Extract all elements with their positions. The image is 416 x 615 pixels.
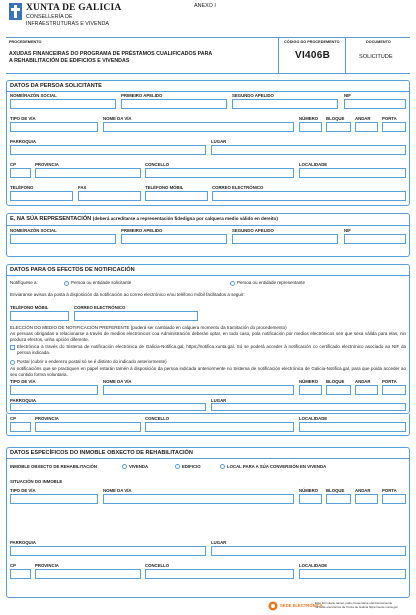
electronic-option-label: Electrónica a través do Sistema de notificación electrónica de Galicia-Notifica.gal, https://notifica.xunta.gal. Só se poderá acceder á notificación co certificado electrónico asociado ao NIF da persoa indicada.	[17, 344, 406, 355]
postal-option-label: Postal (cubrir o enderezo postal só se é distinto do indicado anteriormente)	[17, 359, 167, 364]
procedure-code-label: CÓDIGO DO PROCEDEMENTO	[284, 40, 340, 44]
applicant-province-input[interactable]	[35, 168, 141, 178]
notify-postcode-label: CP	[10, 416, 16, 421]
applicant-nif-label: NIF	[344, 93, 351, 98]
notify-block-label: BLOQUE	[326, 379, 345, 384]
notify-parish-label-visible: PARROQUIA	[10, 398, 36, 403]
applicant-mobile-input[interactable]	[145, 191, 208, 201]
applicant-number-input[interactable]	[299, 122, 322, 132]
notify-street-name-label: NOME DA VÍA	[103, 379, 132, 384]
applicant-locality-label: LOCALIDADE	[299, 162, 328, 167]
notify-street-type-input[interactable]	[10, 385, 98, 395]
applicant-email-input[interactable]	[212, 191, 406, 201]
property-door-input[interactable]	[382, 494, 406, 504]
property-object-label: INMOBLE OBXECTO DE REHABILITACIÓN	[10, 464, 97, 469]
applicant-locality-input[interactable]	[299, 168, 406, 178]
notify-email-input[interactable]	[74, 311, 198, 321]
property-street-name-label: NOME DA VÍA	[103, 488, 132, 493]
applicant-phone-label: TELÉFONO	[10, 185, 34, 190]
representative-surname1-label: PRIMEIRO APELIDO	[121, 228, 163, 233]
applicant-place-input[interactable]	[211, 145, 406, 155]
property-premises-label: LOCAL PARA A SÚA CONVERSIÓN EN VIVENDA	[227, 464, 327, 469]
representative-name-input[interactable]	[10, 234, 116, 244]
notify-street-name-input[interactable]	[103, 385, 294, 395]
property-premises-radio[interactable]	[220, 464, 225, 469]
applicant-street-type-input[interactable]	[10, 122, 98, 132]
procedure-divider-1	[278, 37, 279, 74]
property-street-type-input[interactable]	[10, 494, 98, 504]
notify-locality-label: LOCALIDADE	[299, 416, 328, 421]
brand-name: XUNTA DE GALICIA	[26, 3, 122, 13]
applicant-street-name-label: NOME DA VÍA	[103, 116, 132, 121]
applicant-fax-input[interactable]	[78, 191, 141, 201]
applicant-door-input[interactable]	[382, 122, 406, 132]
procedure-label: PROCEDEMENTO	[9, 40, 42, 44]
property-province-label: PROVINCIA	[35, 563, 59, 568]
applicant-name-input[interactable]	[10, 99, 116, 109]
notify-floor-input[interactable]	[355, 385, 378, 395]
applicant-surname2-label: SEGUNDO APELIDO	[232, 93, 274, 98]
representative-surname1-input[interactable]	[121, 234, 227, 244]
sede-label: SEDE ELECTRÓNICA	[280, 603, 323, 608]
property-number-label: NÚMERO	[299, 488, 319, 493]
sede-logo	[268, 601, 278, 612]
notify-mobile-input[interactable]	[10, 311, 69, 321]
sede-electronica-icon	[268, 601, 278, 611]
representative-surname2-input[interactable]	[232, 234, 338, 244]
document-label: DOCUMENTO	[366, 40, 391, 44]
notify-postcode-input[interactable]	[10, 422, 31, 432]
procedure-divider-2	[345, 37, 346, 74]
postal-option-radio[interactable]	[10, 360, 15, 365]
procedure-text-1: AXUDAS FINANCEIRAS DO PROGRAMA DE PRÉSTAMOS CUALIFICADOS PARA	[9, 51, 213, 57]
applicant-parish-label: PARROQUIA	[10, 139, 36, 144]
property-street-name-input[interactable]	[103, 494, 294, 504]
property-block-label: BLOQUE	[326, 488, 345, 493]
property-postcode-input[interactable]	[10, 569, 31, 579]
property-council-label: CONCELLO	[145, 563, 170, 568]
applicant-postcode-label: CP	[10, 162, 16, 167]
representative-name-label: NOME/RAZÓN SOCIAL	[10, 228, 57, 233]
applicant-door-label: PORTA	[382, 116, 397, 121]
property-parish-input[interactable]	[10, 546, 206, 556]
applicant-block-label: BLOQUE	[326, 116, 345, 121]
applicant-surname2-input[interactable]	[232, 99, 338, 109]
property-door-label: PORTA	[382, 488, 397, 493]
representative-title-text: E, NA SÚA REPRESENTACIÓN	[10, 216, 92, 222]
notify-number-label: NÚMERO	[299, 379, 319, 384]
brand-department-1: CONSELLERÍA DE	[26, 14, 73, 20]
property-locality-input[interactable]	[299, 569, 406, 579]
applicant-surname1-input[interactable]	[121, 99, 227, 109]
property-location-label: SITUACIÓN DO INMOBLE	[10, 479, 63, 484]
applicant-street-name-input[interactable]	[103, 122, 294, 132]
xunta-logo	[9, 3, 22, 20]
applicant-email-label: CORREO ELECTRÓNICO	[212, 185, 264, 190]
representative-title-note: (deberá acreditarse a representación fidedigna por calquera medio válido en dereito)	[92, 216, 278, 221]
annex-label: ANEXO I	[194, 3, 216, 9]
notify-floor-label: ANDAR	[355, 379, 371, 384]
notify-applicant-label: Persoa ou entidade solicitante	[71, 280, 132, 285]
property-floor-input[interactable]	[355, 494, 378, 504]
procedure-text-2: A REHABILITACIÓN DE EDIFICIOS E VIVENDAS	[9, 58, 130, 64]
notify-representative-label: Persoa ou entidade representante	[237, 280, 306, 285]
property-section-title: DATOS ESPECÍFICOS DO INMOBLE OBXECTO DE REHABILITACIÓN	[10, 450, 193, 456]
applicant-place-label: LUGAR	[211, 139, 227, 144]
document-value: SOLICITUDE	[359, 54, 393, 60]
applicant-floor-label: ANDAR	[355, 116, 371, 121]
notify-place-label-visible: LUGAR	[211, 398, 227, 403]
property-house-label: VIVENDA	[129, 464, 149, 469]
notify-choice-title: ELECCIÓN DO MEDIO DE NOTIFICACIÓN PREFERENTE (poderá ser cambiado en calquera momento da tramitación do procedemento)	[10, 325, 287, 330]
applicant-phone-input[interactable]	[10, 191, 73, 201]
property-place-label: LUGAR	[211, 540, 227, 545]
property-province-input[interactable]	[35, 569, 141, 579]
property-building-radio[interactable]	[175, 464, 180, 469]
notify-door-input[interactable]	[382, 385, 406, 395]
notify-council-input[interactable]	[145, 422, 294, 432]
notification-section-title: DATOS PARA OS EFECTOS DE NOTIFICACIÓN	[10, 267, 135, 273]
notify-block-input[interactable]	[326, 385, 351, 395]
property-floor-label: ANDAR	[355, 488, 371, 493]
applicant-surname1-label: PRIMEIRO APELIDO	[121, 93, 163, 98]
applicant-number-label: NÚMERO	[299, 116, 319, 121]
property-house-radio[interactable]	[122, 464, 127, 469]
applicant-parish-input[interactable]	[10, 145, 206, 155]
electronic-option-checkbox[interactable]	[10, 345, 15, 350]
applicant-floor-input[interactable]	[355, 122, 378, 132]
representative-title-separator	[6, 225, 410, 226]
footer-note-2: na sede electrónica da Xunta de Galicia https://sede.xunta.gal	[315, 605, 398, 609]
notify-email-label: CORREO ELECTRÓNICO	[74, 305, 126, 310]
property-block-input[interactable]	[326, 494, 351, 504]
notices-text: Enviaranse avisos da posta á disposición da notificación ao correo electrónico e/ou teléfono móbil facilitados a seguir:	[10, 292, 245, 297]
notify-province-label: PROVINCIA	[35, 416, 59, 421]
applicant-council-label: CONCELLO	[145, 162, 170, 167]
applicant-name-label: NOME/RAZÓN SOCIAL	[10, 93, 57, 98]
representative-section-title	[10, 216, 278, 222]
notify-representative-radio[interactable]	[230, 281, 235, 286]
property-council-input[interactable]	[145, 569, 294, 579]
applicant-fax-label: FAX	[78, 185, 87, 190]
notify-parish-input[interactable]	[10, 403, 206, 411]
applicant-province-label: PROVINCIA	[35, 162, 59, 167]
notify-province-input[interactable]	[35, 422, 141, 432]
property-building-label: EDIFICIO	[182, 464, 201, 469]
footer-note-1: Este formulario tamén pode presentarse electrónicamente	[315, 601, 393, 605]
property-locality-label: LOCALIDADE	[299, 563, 328, 568]
applicant-street-type-label: TIPO DE VÍA	[10, 116, 36, 121]
representative-nif-input[interactable]	[344, 234, 406, 244]
notify-mobile-label: TELÉFONO MÓBIL	[10, 305, 49, 310]
property-place-input[interactable]	[211, 546, 406, 556]
notify-choice-text: As persoas obrigadas a relacionarse a través de medios electrónicos coa Administración deberán optar, en todo caso, pola notificación por medios electrónicos sen que sexa válida para elas, nin produza efectos, unha opción diferente.	[10, 331, 406, 342]
property-street-type-label: TIPO DE VÍA	[10, 488, 36, 493]
property-postcode-label: CP	[10, 563, 16, 568]
notify-place-input[interactable]	[211, 403, 406, 411]
property-title-separator	[6, 458, 410, 459]
notify-street-type-label: TIPO DE VÍA	[10, 379, 36, 384]
procedure-code-value: VI406B	[295, 50, 331, 61]
property-parish-label: PARROQUIA	[10, 540, 36, 545]
brand-department-2: INFRAESTRUTURAS E VIVENDA	[26, 20, 109, 27]
notify-applicant-radio[interactable]	[64, 281, 69, 286]
practice-text: As notificacións que se practiquen en papel estarán tamén á disposición da persoa indicada anteriormente no Sistema de notificación electrónica de Galicia-Notifica.gal, para que poida acceder ao seu contido forma voluntaria.	[10, 366, 406, 377]
applicant-mobile-label: TELÉFONO MÓBIL	[145, 185, 184, 190]
applicant-council-input[interactable]	[145, 168, 294, 178]
notify-locality-input[interactable]	[299, 422, 406, 432]
representative-nif-label: NIF	[344, 228, 351, 233]
applicant-nif-input[interactable]	[344, 99, 406, 109]
notify-council-label: CONCELLO	[145, 416, 170, 421]
property-number-input[interactable]	[299, 494, 322, 504]
applicant-title-separator	[6, 91, 410, 92]
xunta-logo-icon	[9, 3, 22, 20]
applicant-postcode-input[interactable]	[10, 168, 31, 178]
notify-door-label: PORTA	[382, 379, 397, 384]
notify-to-label: Notifíquese a:	[10, 280, 38, 285]
applicant-block-input[interactable]	[326, 122, 351, 132]
notify-number-input[interactable]	[299, 385, 322, 395]
applicant-section-title: DATOS DA PERSOA SOLICITANTE	[10, 83, 102, 89]
representative-surname2-label: SEGUNDO APELIDO	[232, 228, 274, 233]
notification-title-separator	[6, 275, 410, 276]
